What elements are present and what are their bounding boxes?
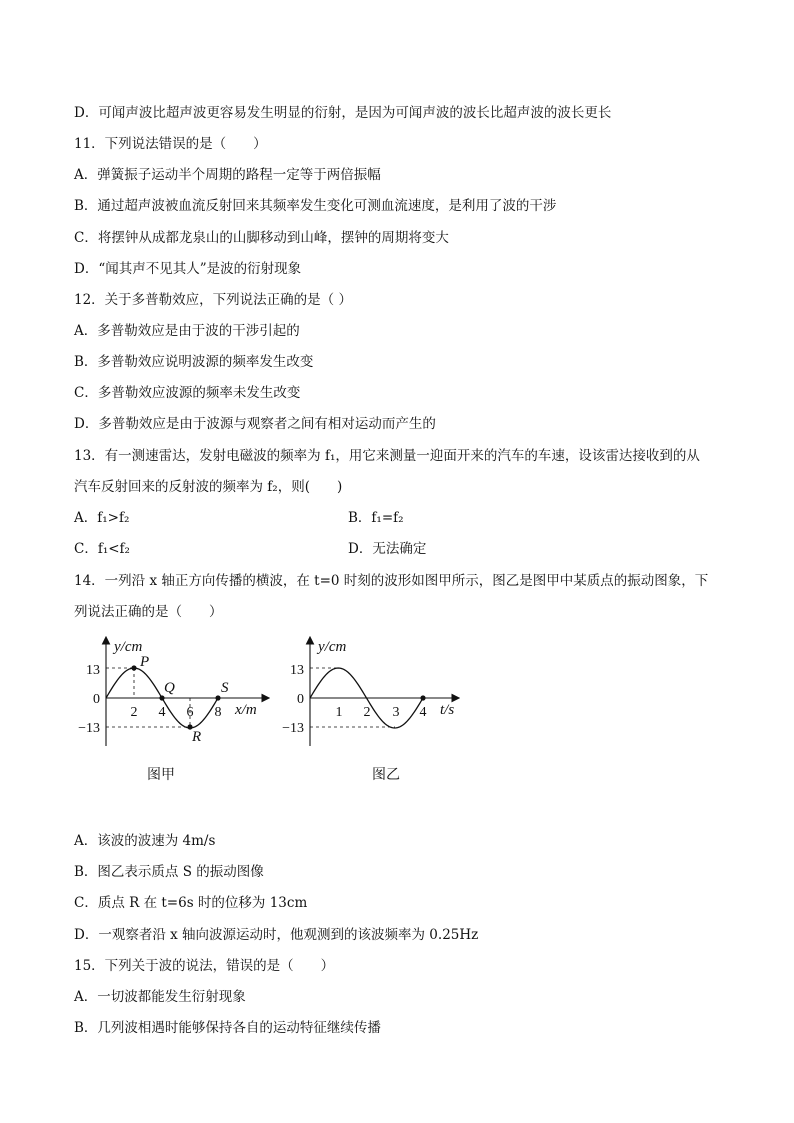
y-tick-0: 0 xyxy=(297,692,304,707)
figure-jia xyxy=(78,628,278,758)
q13-stem-line1: 13．有一测速雷达，发射电磁波的频率为 f₁，用它来测量一迎面开来的汽车的车速，设该雷达接收到的从 xyxy=(74,448,700,464)
y-axis-label: y/cm xyxy=(114,639,143,655)
q12-stem: 12．关于多普勒效应，下列说法正确的是（ ） xyxy=(74,292,352,308)
q11-option-b: B．通过超声波被血流反射回来其频率发生变化可测血流速度，是利用了波的干涉 xyxy=(74,198,557,214)
x-tick-8: 8 xyxy=(214,705,222,720)
point-q xyxy=(159,695,164,700)
q13-stem-line2: 汽车反射回来的反射波的频率为 f₂，则( ) xyxy=(74,479,343,495)
figure-yi xyxy=(280,628,480,758)
t-tick-3: 3 xyxy=(392,705,400,720)
q13-option-c: C．f₁<f₂ xyxy=(74,541,130,557)
y-axis-label: y/cm xyxy=(318,639,347,655)
t-tick-1: 1 xyxy=(335,705,343,720)
figure-yi-caption: 图乙 xyxy=(372,767,400,783)
q14-option-b: B．图乙表示质点 S 的振动图像 xyxy=(74,864,264,880)
y-tick-13: 13 xyxy=(86,663,100,678)
q14-option-a: A．该波的波速为 4m/s xyxy=(74,833,216,849)
q11-option-c: C．将摆钟从成都龙泉山的山脚移动到山峰，摆钟的周期将变大 xyxy=(74,230,449,246)
y-tick-0: 0 xyxy=(93,692,100,707)
end-point xyxy=(420,695,425,700)
q13-option-b: B．f₁=f₂ xyxy=(348,510,404,526)
q12-option-a: A．多普勒效应是由于波的干涉引起的 xyxy=(74,323,300,339)
q11-option-d: D．“闻其声不见其人”是波的衍射现象 xyxy=(74,261,302,277)
q11-option-a: A．弹簧振子运动半个周期的路程一定等于两倍振幅 xyxy=(74,167,381,183)
point-s xyxy=(215,695,220,700)
label-r: R xyxy=(192,729,202,745)
q14-stem-line2: 列说法正确的是（ ） xyxy=(74,604,223,620)
q12-option-d: D．多普勒效应是由于波源与观察者之间有相对运动而产生的 xyxy=(74,416,436,432)
q15-option-b: B．几列波相遇时能够保持各自的运动特征继续传播 xyxy=(74,1020,381,1036)
q11-stem: 11．下列说法错误的是（ ） xyxy=(74,136,267,152)
q12-option-c: C．多普勒效应波源的频率未发生改变 xyxy=(74,385,301,401)
y-tick-minus13: −13 xyxy=(282,721,304,736)
figure-jia-caption: 图甲 xyxy=(147,767,175,783)
label-s: S xyxy=(221,680,229,696)
point-p xyxy=(131,665,136,670)
q14-stem-line1: 14．一列沿 x 轴正方向传播的横波，在 t=0 时刻的波形如图甲所示，图乙是图甲中某质点的振动图象，下 xyxy=(74,573,709,589)
q14-option-d: D．一观察者沿 x 轴向波源运动时，他观测到的该波频率为 0.25Hz xyxy=(74,927,479,943)
q13-option-d: D．无法确定 xyxy=(348,541,427,557)
x-axis-label: t/s xyxy=(440,702,455,718)
x-tick-6: 6 xyxy=(186,705,194,720)
x-tick-2: 2 xyxy=(130,705,138,720)
q15-option-a: A．一切波都能发生衍射现象 xyxy=(74,989,246,1005)
x-axis-label: x/m xyxy=(235,702,257,718)
q13-option-a: A．f₁>f₂ xyxy=(74,510,130,526)
label-p: P xyxy=(140,654,150,670)
q14-option-c: C．质点 R 在 t=6s 时的位移为 13cm xyxy=(74,895,308,911)
x-tick-4: 4 xyxy=(158,705,166,720)
t-tick-2: 2 xyxy=(363,705,371,720)
q15-stem: 15．下列关于波的说法，错误的是（ ） xyxy=(74,958,335,974)
t-tick-4: 4 xyxy=(419,705,427,720)
y-tick-13: 13 xyxy=(290,663,304,678)
q10-option-d: D．可闻声波比超声波更容易发生明显的衍射，是因为可闻声波的波长比超声波的波长更长 xyxy=(74,105,612,121)
y-tick-minus13: −13 xyxy=(78,721,100,736)
q12-option-b: B．多普勒效应说明波源的频率发生改变 xyxy=(74,354,314,370)
label-q: Q xyxy=(164,680,175,696)
